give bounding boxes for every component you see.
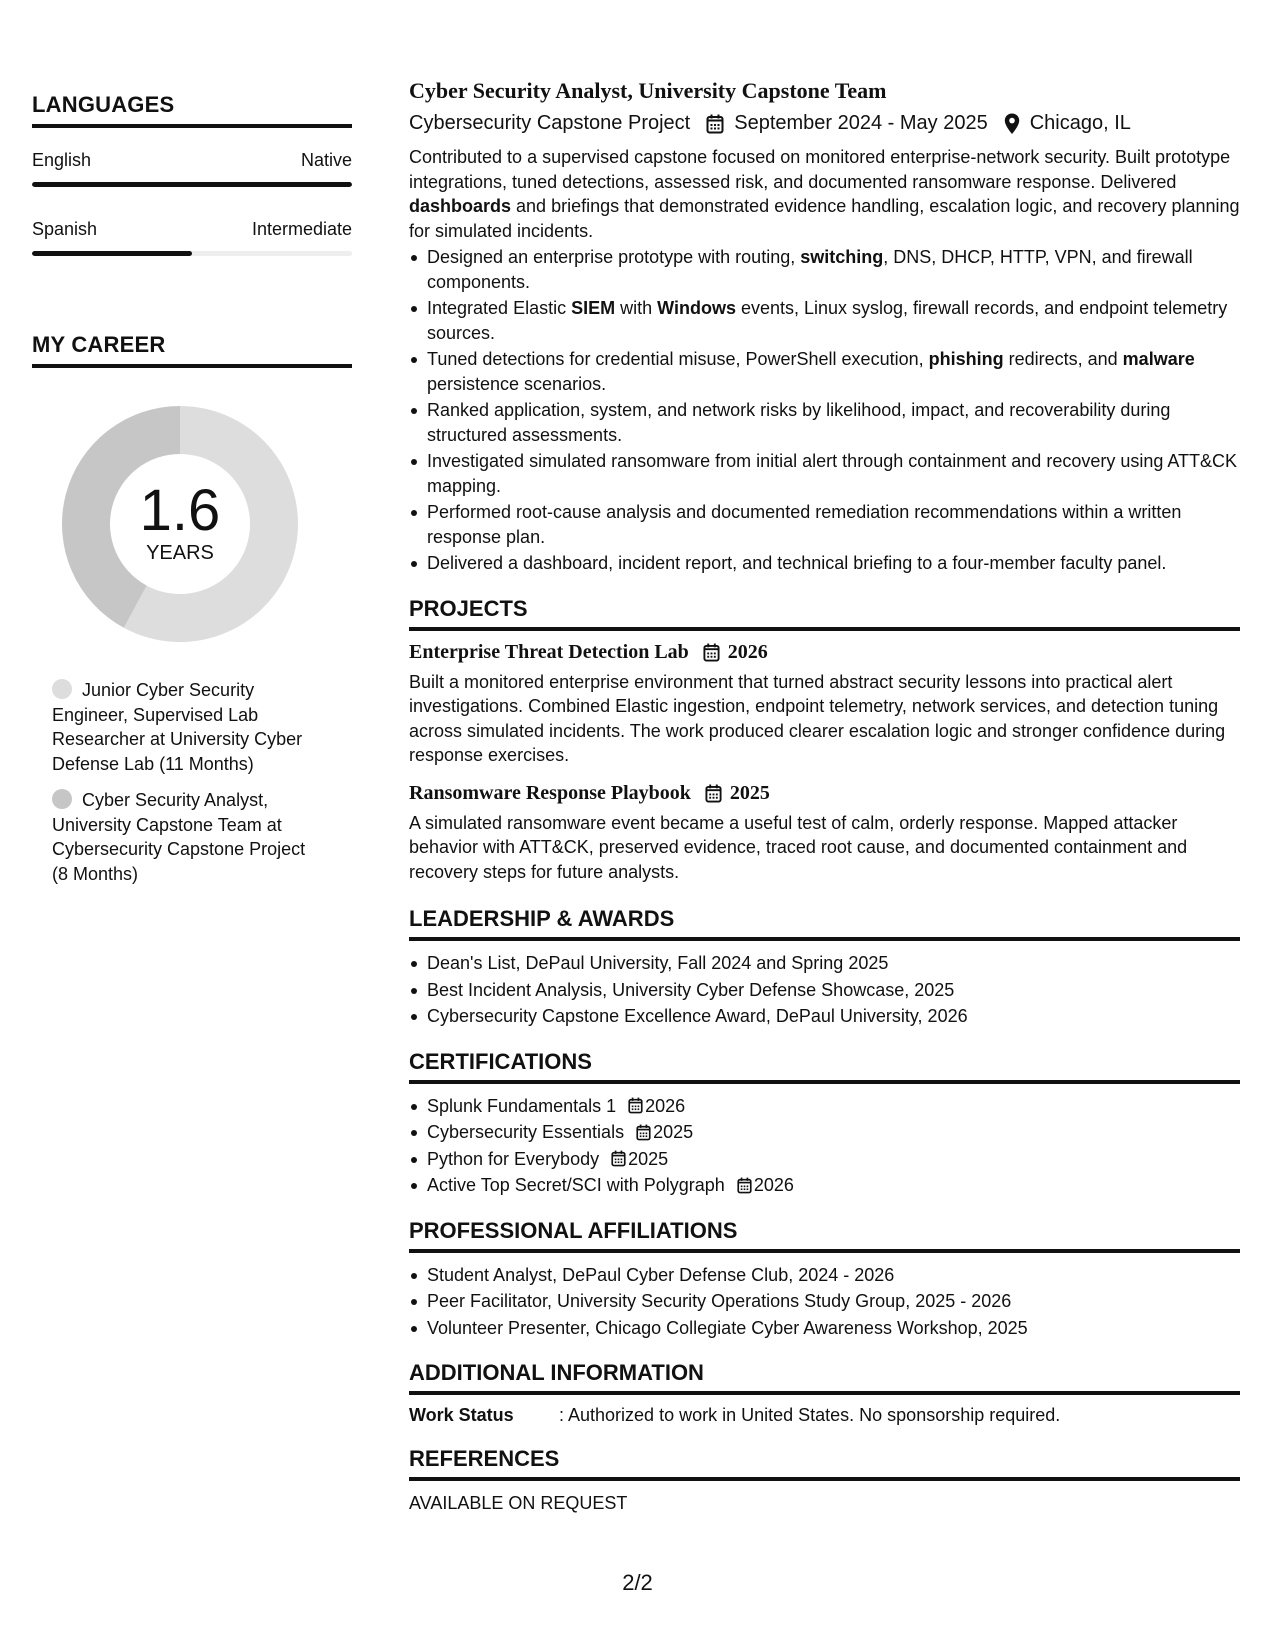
calendar-icon <box>636 1124 651 1141</box>
bullet-bold: switching <box>800 247 884 267</box>
legend-dot <box>52 679 72 699</box>
page-number: 2/2 <box>622 1570 653 1595</box>
language-english <box>32 150 352 171</box>
affiliation-item: Peer Facilitator, University Security Operations Study Group, 2025 - 2026 <box>409 1289 1240 1314</box>
project-item <box>409 782 1240 885</box>
bullet-text: redirects, and <box>1003 349 1123 369</box>
job-bullet <box>409 347 1240 396</box>
project-title: Enterprise Threat Detection Lab <box>409 640 689 663</box>
certifications-list <box>409 1094 1240 1198</box>
project-title-row <box>409 782 1240 805</box>
bullet-text: Tuned detections for credential misuse, PowerShell execution, <box>427 349 929 369</box>
job-desc-bold: dashboards <box>409 196 512 216</box>
affiliation-item: Volunteer Presenter, Chicago Collegiate Cyber Awareness Workshop, 2025 <box>409 1316 1240 1341</box>
calendar-icon <box>737 1177 752 1194</box>
job-company: Cybersecurity Capstone Project <box>409 112 691 134</box>
project-year: 2026 <box>727 640 768 663</box>
location-pin-icon <box>1004 113 1020 135</box>
language-proficiency-fill <box>32 182 352 187</box>
calendar-icon <box>628 1097 643 1114</box>
award-item: Best Incident Analysis, University Cyber Defense Showcase, 2025 <box>409 978 1240 1003</box>
job-desc-text: Contributed to a supervised capstone focused on monitored enterprise-network security. Built prototype integrations, tuned detections, assessed risk, and documented ransomware response. Delivered <box>409 147 1231 192</box>
job-dates: September 2024 - May 2025 <box>734 112 988 134</box>
certification-name: Python for Everybody <box>427 1148 600 1169</box>
work-status-value: : Authorized to work in United States. No sponsorship required. <box>559 1405 1061 1425</box>
job-desc-text: and briefings that demonstrated evidence handling, escalation logic, and recovery planning for simulated incidents. <box>409 196 1240 241</box>
main-content <box>409 78 1240 1516</box>
certification-year: 2025 <box>628 1148 669 1169</box>
work-status-row <box>409 1405 1240 1426</box>
award-item: Dean's List, DePaul University, Fall 2024 and Spring 2025 <box>409 951 1240 976</box>
language-proficiency-fill <box>32 251 192 256</box>
project-item <box>409 641 1240 768</box>
certification-item <box>409 1147 1240 1172</box>
legend-dot <box>52 789 72 809</box>
certifications-heading: CERTIFICATIONS <box>409 1049 1240 1084</box>
sidebar <box>32 92 352 898</box>
job-title: Cyber Security Analyst, University Capstone Team <box>409 78 887 103</box>
language-level: Native <box>300 150 352 170</box>
certification-item <box>409 1094 1240 1119</box>
project-year: 2025 <box>729 781 770 804</box>
job-bullet: Investigated simulated ransomware from initial alert through containment and recovery using ATT&CK mapping. <box>409 449 1240 498</box>
career-legend <box>32 678 352 886</box>
bullet-text: events, Linux syslog, firewall records, and endpoint telemetry sources. <box>427 298 1228 343</box>
language-level: Intermediate <box>251 219 352 239</box>
calendar-icon <box>705 784 722 803</box>
language-proficiency-bar <box>32 251 352 256</box>
bullet-bold: Windows <box>657 298 736 318</box>
certification-name: Splunk Fundamentals 1 <box>427 1095 617 1116</box>
bullet-text: Integrated Elastic <box>427 298 572 318</box>
career-legend-label: Junior Cyber Security Engineer, Supervised Lab Researcher at University Cyber Defense Lab (11 Months) <box>52 680 303 774</box>
career-total-unit: YEARS <box>146 541 214 564</box>
affiliations-list <box>409 1263 1240 1341</box>
project-description: A simulated ransomware event became a useful test of calm, orderly response. Mapped attacker behavior with ATT&CK, preserved evidence, traced root cause, and documented containment and recovery steps for future analysts. <box>409 812 1188 882</box>
job-location: Chicago, IL <box>1029 112 1131 134</box>
career-legend-item <box>52 788 322 886</box>
language-name: English <box>32 150 92 170</box>
certification-name: Active Top Secret/SCI with Polygraph <box>427 1175 725 1195</box>
project-title-row <box>409 641 1240 664</box>
job-bullet <box>409 296 1240 345</box>
bullet-bold: phishing <box>928 349 1004 369</box>
certification-year: 2025 <box>653 1122 694 1142</box>
bullet-text: persistence scenarios. <box>427 373 607 394</box>
career-heading: MY CAREER <box>32 332 352 368</box>
affiliation-item: Student Analyst, DePaul Cyber Defense Club, 2024 - 2026 <box>409 1263 1240 1288</box>
bullet-bold: SIEM <box>571 298 616 318</box>
language-name: Spanish <box>32 219 98 239</box>
references-text: AVAILABLE ON REQUEST <box>409 1493 628 1513</box>
project-description: Built a monitored enterprise environment that turned abstract security lessons into practical alert investigations. Combined Elastic ingestion, endpoint telemetry, network services, and detection tuning across simulated incidents. The work produced clearer escalation logic and stronger confidence during response exercises. <box>409 671 1226 765</box>
career-legend-label: Cyber Security Analyst, University Capstone Team at Cybersecurity Capstone Project (8 Months) <box>52 790 306 884</box>
awards-list <box>409 951 1240 1029</box>
project-title: Ransomware Response Playbook <box>409 781 691 804</box>
job-meta <box>409 112 1240 135</box>
calendar-icon <box>611 1150 626 1167</box>
job-bullet <box>409 245 1240 294</box>
certification-name: Cybersecurity Essentials <box>427 1122 625 1142</box>
job-bullet: Performed root-cause analysis and documented remediation recommendations within a written response plan. <box>409 500 1240 549</box>
certification-item <box>409 1120 1240 1145</box>
additional-info-heading: ADDITIONAL INFORMATION <box>409 1360 1240 1395</box>
references-heading: REFERENCES <box>409 1446 1240 1481</box>
bullet-bold: malware <box>1122 349 1195 369</box>
calendar-icon <box>703 643 720 662</box>
bullet-text: with <box>615 298 658 318</box>
bullet-text: Designed an enterprise prototype with routing, <box>427 247 801 267</box>
work-status-label: Work Status <box>409 1405 514 1425</box>
career-total-value: 1.6 <box>139 477 221 543</box>
affiliations-heading: PROFESSIONAL AFFILIATIONS <box>409 1218 1240 1253</box>
certification-year: 2026 <box>753 1175 794 1195</box>
career-donut-chart <box>56 400 304 648</box>
job-bullet: Delivered a dashboard, incident report, and technical briefing to a four-member faculty panel. <box>409 551 1240 576</box>
calendar-icon <box>706 114 724 134</box>
projects-heading: PROJECTS <box>409 596 1240 631</box>
job-bullets <box>409 245 1240 576</box>
career-donut-center <box>56 400 304 648</box>
job-bullet: Ranked application, system, and network risks by likelihood, impact, and recoverability during structured assessments. <box>409 398 1240 447</box>
award-item: Cybersecurity Capstone Excellence Award, DePaul University, 2026 <box>409 1004 1240 1029</box>
language-proficiency-bar <box>32 182 352 187</box>
language-spanish <box>32 219 352 240</box>
languages-heading: LANGUAGES <box>32 92 352 128</box>
certification-item <box>409 1173 1240 1198</box>
certification-year: 2026 <box>645 1095 686 1116</box>
bullet-text: , DNS, DHCP, HTTP, VPN, and firewall components. <box>427 247 1193 292</box>
career-legend-item <box>52 678 322 776</box>
job-description <box>409 145 1240 243</box>
awards-heading: LEADERSHIP & AWARDS <box>409 906 1240 941</box>
